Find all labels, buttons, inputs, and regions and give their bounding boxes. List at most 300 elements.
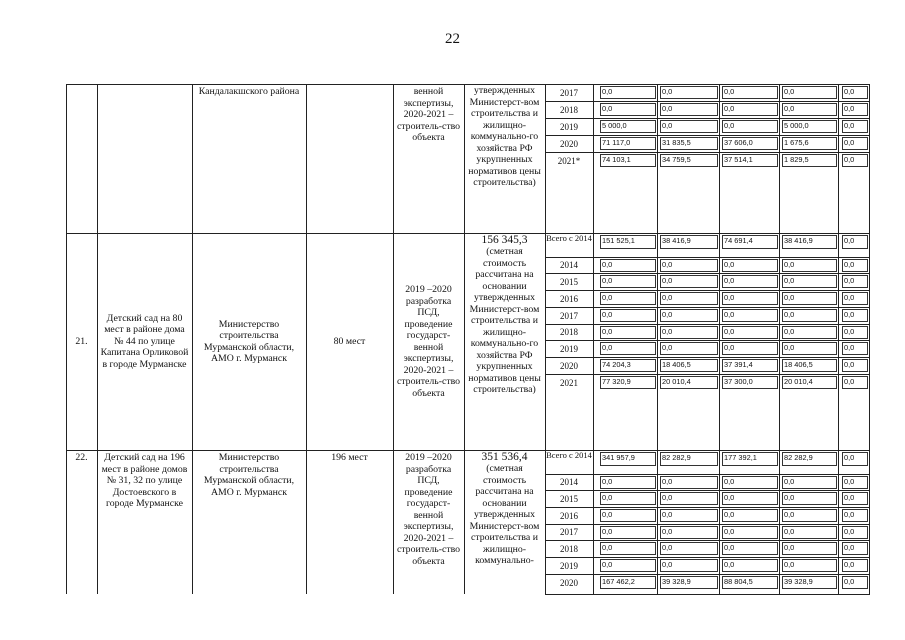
- year-label: 2021*: [557, 156, 581, 166]
- value-cell: 0,0: [844, 493, 855, 502]
- value-box: [842, 452, 868, 466]
- value-box: [600, 376, 656, 389]
- value-cell: 341 957,9: [602, 453, 635, 462]
- value-cell: 0,0: [844, 310, 855, 319]
- value-cell: 0,0: [724, 543, 735, 552]
- value-cell: 0,0: [662, 327, 673, 336]
- grid-line: [545, 340, 869, 341]
- value-box: [600, 235, 656, 249]
- page-number: 22: [445, 31, 460, 47]
- value-cell: 0,0: [784, 260, 795, 269]
- value-box: [660, 275, 718, 288]
- grid-line: [545, 324, 869, 325]
- value-cell: 1 675,6: [784, 138, 809, 147]
- customer-cell-text: Министерство строительства Мурманской области, АМО г. Мурманск: [203, 452, 295, 498]
- value-cell: 5 000,0: [784, 121, 809, 130]
- grid-line: [719, 84, 720, 594]
- grid-line: [545, 290, 869, 291]
- value-cell: 74 204,3: [602, 360, 631, 369]
- year-label: 2020: [560, 578, 578, 588]
- grid-line: [464, 84, 465, 594]
- value-box: [842, 376, 868, 389]
- value-box: [782, 376, 837, 389]
- grid-line: [545, 594, 870, 595]
- value-box: [842, 292, 868, 305]
- value-cell: 20 010,4: [784, 377, 813, 386]
- value-cell: 18 406,5: [662, 360, 691, 369]
- value-box: [600, 120, 656, 133]
- value-box: [842, 235, 868, 249]
- value-box: [722, 559, 778, 572]
- value-cell: 0,0: [602, 310, 613, 319]
- grid-line: [779, 84, 780, 594]
- value-box: [660, 259, 718, 272]
- value-cell: 0,0: [724, 327, 735, 336]
- value-cell: 0,0: [724, 560, 735, 569]
- value-cell: 151 525,1: [602, 236, 635, 245]
- value-cell: 0,0: [844, 138, 855, 147]
- value-box: [600, 103, 656, 116]
- value-cell: 177 392,1: [724, 453, 757, 462]
- year-label: 2018: [560, 544, 578, 554]
- value-box: [722, 526, 778, 539]
- value-box: [782, 559, 837, 572]
- value-cell: 0,0: [662, 493, 673, 502]
- stage-cell-text: 2019 –2020 разработка ПСД, проведение государст-венной экспертизы, 2020-2021 – строитель-ство объекта: [396, 452, 461, 567]
- grid-line: [545, 118, 869, 119]
- grid-line: [545, 490, 869, 491]
- grid-line: [838, 84, 839, 594]
- value-cell: 0,0: [602, 276, 613, 285]
- customer-cell: [195, 235, 303, 448]
- value-cell: 0,0: [602, 260, 613, 269]
- value-box: [660, 235, 718, 249]
- cost-note: утвержденных Министерст-вом строительства и жилищно-коммунально-го хозяйства РФ укрупненных нормативов цены строительства): [468, 85, 541, 188]
- value-box: [600, 526, 656, 539]
- value-cell: 0,0: [784, 510, 795, 519]
- value-cell: 0,0: [844, 155, 855, 164]
- value-cell: 0,0: [602, 560, 613, 569]
- value-cell: 0,0: [784, 560, 795, 569]
- grid-line: [393, 84, 394, 594]
- row-number: [69, 235, 94, 448]
- value-cell: 0,0: [844, 377, 855, 386]
- value-cell: 0,0: [602, 87, 613, 96]
- value-cell: 0,0: [724, 276, 735, 285]
- value-cell: 0,0: [784, 543, 795, 552]
- value-cell: 0,0: [602, 343, 613, 352]
- value-box: [842, 359, 868, 372]
- value-cell: 37 391,4: [724, 360, 753, 369]
- value-cell: 34 759,5: [662, 155, 691, 164]
- value-cell: 0,0: [724, 260, 735, 269]
- value-cell: 0,0: [844, 527, 855, 536]
- value-box: [722, 154, 778, 167]
- customer-cell-text: Министерство строительства Мурманской области, АМО г. Мурманск: [203, 318, 295, 364]
- year-label: 2015: [560, 494, 578, 504]
- capacity-cell: [309, 235, 390, 448]
- value-box: [600, 509, 656, 522]
- value-box: [600, 476, 656, 489]
- row-number: [69, 86, 94, 231]
- value-box: [842, 309, 868, 322]
- value-box: [600, 576, 656, 589]
- cost-value: 156 345,3: [481, 234, 528, 246]
- value-cell: 37 606,0: [724, 138, 753, 147]
- value-box: [782, 576, 837, 589]
- value-cell: 5 000,0: [602, 121, 627, 130]
- grid-line: [545, 574, 869, 575]
- value-box: [782, 235, 837, 249]
- year-label: 2019: [560, 122, 578, 132]
- year-label: 2016: [560, 294, 578, 304]
- value-cell: 0,0: [784, 343, 795, 352]
- capacity-cell-text: 196 мест: [331, 452, 368, 463]
- value-cell: 0,0: [844, 87, 855, 96]
- object-name-text: Детский сад на 196 мест в районе домов № 31, 32 по улице Достоевского в городе Мурманске: [101, 452, 188, 509]
- value-box: [722, 492, 778, 505]
- value-cell: 88 804,5: [724, 577, 753, 586]
- value-cell: 0,0: [844, 543, 855, 552]
- value-cell: 0,0: [784, 87, 795, 96]
- value-box: [722, 86, 778, 99]
- value-box: [782, 120, 837, 133]
- value-box: [600, 259, 656, 272]
- object-name: [100, 235, 189, 448]
- value-box: [782, 492, 837, 505]
- value-box: [842, 86, 868, 99]
- value-cell: 0,0: [844, 121, 855, 130]
- value-cell: 0,0: [844, 343, 855, 352]
- value-cell: 71 117,0: [602, 138, 631, 147]
- value-box: [722, 376, 778, 389]
- value-box: [600, 542, 656, 555]
- object-name: [100, 86, 189, 231]
- year-label: 2017: [560, 311, 578, 321]
- value-cell: 37 300,0: [724, 377, 753, 386]
- value-box: [842, 137, 868, 150]
- value-box: [842, 326, 868, 339]
- value-cell: 0,0: [844, 327, 855, 336]
- grid-line: [545, 152, 869, 153]
- cost-note: (сметная стоимость рассчитана на основании утвержденных Министерст-вом строительства и жилищно-коммунально-го хозяйства РФ укрупненных нормативов цены строительства): [468, 246, 541, 395]
- year-label: 2020: [560, 361, 578, 371]
- value-cell: 0,0: [724, 527, 735, 536]
- value-box: [660, 309, 718, 322]
- value-cell: 0,0: [844, 510, 855, 519]
- cost-value: 351 536,4: [481, 451, 528, 463]
- grid-line: [545, 524, 869, 525]
- grid-line: [66, 84, 67, 594]
- value-box: [660, 452, 718, 466]
- value-box: [600, 275, 656, 288]
- year-label: 2019: [560, 344, 578, 354]
- row-number-text: 22.: [75, 452, 88, 463]
- value-box: [722, 235, 778, 249]
- value-cell: 0,0: [784, 327, 795, 336]
- value-cell: 0,0: [662, 560, 673, 569]
- value-box: [660, 526, 718, 539]
- value-box: [842, 559, 868, 572]
- value-box: [842, 120, 868, 133]
- grid-line: [545, 135, 869, 136]
- stage-cell-text: 2019 –2020 разработка ПСД, проведение государст-венной экспертизы, 2020-2021 – строитель-ство объекта: [396, 284, 461, 399]
- value-box: [722, 326, 778, 339]
- value-cell: 0,0: [724, 293, 735, 302]
- value-box: [782, 86, 837, 99]
- grid-line: [192, 84, 193, 594]
- value-cell: 0,0: [784, 310, 795, 319]
- value-box: [782, 137, 837, 150]
- value-cell: 0,0: [724, 477, 735, 486]
- value-cell: 82 282,9: [784, 453, 813, 462]
- customer-cell: [195, 452, 303, 592]
- value-cell: 20 010,4: [662, 377, 691, 386]
- value-cell: 74 691,4: [724, 236, 753, 245]
- grid-line: [545, 557, 869, 558]
- value-box: [782, 509, 837, 522]
- value-cell: 74 103,1: [602, 155, 631, 164]
- value-cell: 39 328,9: [784, 577, 813, 586]
- value-box: [600, 326, 656, 339]
- value-box: [782, 359, 837, 372]
- value-cell: 38 416,9: [662, 236, 691, 245]
- value-cell: 0,0: [724, 121, 735, 130]
- grid-line: [869, 84, 870, 594]
- year-label: 2014: [560, 477, 578, 487]
- value-box: [782, 476, 837, 489]
- value-box: [660, 376, 718, 389]
- value-cell: 0,0: [844, 260, 855, 269]
- value-box: [722, 292, 778, 305]
- value-cell: 0,0: [602, 477, 613, 486]
- grid-line: [97, 84, 98, 594]
- value-box: [660, 492, 718, 505]
- value-box: [722, 542, 778, 555]
- value-cell: 0,0: [602, 493, 613, 502]
- value-cell: 0,0: [724, 493, 735, 502]
- year-label: 2015: [560, 277, 578, 287]
- value-box: [842, 275, 868, 288]
- value-cell: 0,0: [662, 527, 673, 536]
- grid-line: [545, 540, 869, 541]
- year-label: 2017: [560, 88, 578, 98]
- value-cell: 0,0: [844, 104, 855, 113]
- value-cell: 77 320,9: [602, 377, 631, 386]
- grid-line: [657, 84, 658, 594]
- value-cell: 0,0: [662, 104, 673, 113]
- grid-line: [545, 507, 869, 508]
- value-box: [660, 137, 718, 150]
- value-cell: 37 514,1: [724, 155, 753, 164]
- value-box: [722, 476, 778, 489]
- value-cell: 0,0: [784, 104, 795, 113]
- value-box: [660, 509, 718, 522]
- grid-line: [545, 357, 869, 358]
- value-cell: 0,0: [602, 543, 613, 552]
- value-cell: 38 416,9: [784, 236, 813, 245]
- value-box: [782, 526, 837, 539]
- value-box: [722, 359, 778, 372]
- value-box: [722, 342, 778, 355]
- year-label: 2014: [560, 260, 578, 270]
- value-cell: 0,0: [844, 293, 855, 302]
- value-box: [782, 275, 837, 288]
- value-box: [842, 476, 868, 489]
- value-box: [600, 492, 656, 505]
- year-label: 2017: [560, 527, 578, 537]
- value-cell: 0,0: [662, 293, 673, 302]
- value-box: [660, 576, 718, 589]
- value-cell: 0,0: [662, 343, 673, 352]
- grid-line: [545, 273, 869, 274]
- value-box: [600, 342, 656, 355]
- value-cell: 0,0: [602, 293, 613, 302]
- value-box: [842, 492, 868, 505]
- year-label: 2018: [560, 105, 578, 115]
- value-cell: 0,0: [602, 510, 613, 519]
- row-number-text: 21.: [75, 335, 88, 347]
- stage-cell: [396, 86, 461, 231]
- cost-note: (сметная стоимость рассчитана на основании утвержденных Министерст-вом строительства и жилищно-коммунально-: [469, 463, 540, 566]
- value-box: [782, 452, 837, 466]
- value-box: [722, 137, 778, 150]
- value-cell: 0,0: [662, 477, 673, 486]
- value-cell: 0,0: [662, 121, 673, 130]
- value-box: [660, 120, 718, 133]
- value-cell: 167 462,2: [602, 577, 635, 586]
- capacity-cell: [309, 86, 390, 231]
- value-box: [660, 359, 718, 372]
- grid-line: [593, 84, 594, 594]
- value-cell: 0,0: [662, 260, 673, 269]
- value-box: [660, 476, 718, 489]
- value-box: [660, 542, 718, 555]
- value-box: [660, 86, 718, 99]
- year-label: 2019: [560, 561, 578, 571]
- year-label: Всего с 2014: [546, 233, 592, 243]
- value-box: [660, 326, 718, 339]
- value-cell: 0,0: [724, 343, 735, 352]
- value-box: [842, 154, 868, 167]
- year-label: Всего с 2014: [546, 450, 592, 460]
- value-cell: 0,0: [662, 310, 673, 319]
- stage-cell: [396, 235, 461, 448]
- value-cell: 0,0: [784, 477, 795, 486]
- value-box: [660, 154, 718, 167]
- grid-line: [545, 101, 869, 102]
- value-box: [660, 292, 718, 305]
- value-cell: 0,0: [784, 276, 795, 285]
- value-cell: 0,0: [844, 477, 855, 486]
- value-cell: 39 328,9: [662, 577, 691, 586]
- value-cell: 0,0: [844, 360, 855, 369]
- value-box: [660, 559, 718, 572]
- value-cell: 0,0: [844, 453, 855, 462]
- row-number: [69, 452, 94, 592]
- value-box: [842, 509, 868, 522]
- value-box: [782, 103, 837, 116]
- value-box: [600, 137, 656, 150]
- value-cell: 0,0: [844, 577, 855, 586]
- value-cell: 18 406,5: [784, 360, 813, 369]
- value-box: [782, 542, 837, 555]
- value-cell: 0,0: [724, 510, 735, 519]
- value-box: [782, 342, 837, 355]
- value-cell: 82 282,9: [662, 453, 691, 462]
- value-box: [722, 103, 778, 116]
- value-box: [782, 326, 837, 339]
- value-box: [842, 526, 868, 539]
- value-cell: 0,0: [724, 104, 735, 113]
- value-cell: 1 829,5: [784, 155, 809, 164]
- value-cell: 0,0: [602, 327, 613, 336]
- year-label: 2021: [560, 378, 578, 388]
- value-box: [782, 154, 837, 167]
- grid-line: [545, 474, 869, 475]
- value-box: [722, 259, 778, 272]
- grid-line: [545, 257, 869, 258]
- value-cell: 0,0: [662, 276, 673, 285]
- value-box: [600, 86, 656, 99]
- value-box: [782, 292, 837, 305]
- value-box: [722, 509, 778, 522]
- cost-cell: [466, 451, 543, 593]
- value-cell: 0,0: [662, 87, 673, 96]
- value-cell: 0,0: [602, 527, 613, 536]
- stage-cell: [396, 452, 461, 592]
- year-label: 2016: [560, 511, 578, 521]
- customer-cell-text: Кандалакшского района: [198, 86, 300, 97]
- cost-cell: [466, 85, 543, 232]
- value-box: [842, 342, 868, 355]
- stage-cell-text: венной экспертизы, 2020-2021 – строитель-ство объекта: [396, 86, 461, 143]
- value-box: [660, 342, 718, 355]
- value-box: [722, 309, 778, 322]
- object-name-text: Детский сад на 80 мест в районе дома № 44 по улице Капитана Орликовой в городе Мурманске: [100, 312, 189, 370]
- value-box: [660, 103, 718, 116]
- value-cell: 0,0: [662, 510, 673, 519]
- capacity-cell-text: 80 мест: [333, 335, 366, 347]
- value-cell: 0,0: [662, 543, 673, 552]
- value-cell: 0,0: [844, 560, 855, 569]
- value-cell: 0,0: [784, 293, 795, 302]
- value-box: [722, 120, 778, 133]
- grid-line: [545, 307, 869, 308]
- value-box: [722, 452, 778, 466]
- customer-cell: [195, 86, 303, 231]
- value-cell: 0,0: [602, 104, 613, 113]
- value-box: [842, 103, 868, 116]
- value-cell: 0,0: [844, 276, 855, 285]
- value-cell: 0,0: [844, 236, 855, 245]
- cost-cell: [466, 234, 543, 449]
- value-box: [600, 309, 656, 322]
- value-box: [600, 154, 656, 167]
- year-label: 2018: [560, 327, 578, 337]
- value-box: [600, 359, 656, 372]
- value-cell: 31 835,5: [662, 138, 691, 147]
- value-box: [600, 559, 656, 572]
- value-cell: 0,0: [784, 527, 795, 536]
- value-cell: 0,0: [784, 493, 795, 502]
- value-box: [782, 259, 837, 272]
- value-box: [842, 576, 868, 589]
- value-box: [722, 275, 778, 288]
- value-box: [722, 576, 778, 589]
- value-box: [782, 309, 837, 322]
- capacity-cell: [309, 452, 390, 592]
